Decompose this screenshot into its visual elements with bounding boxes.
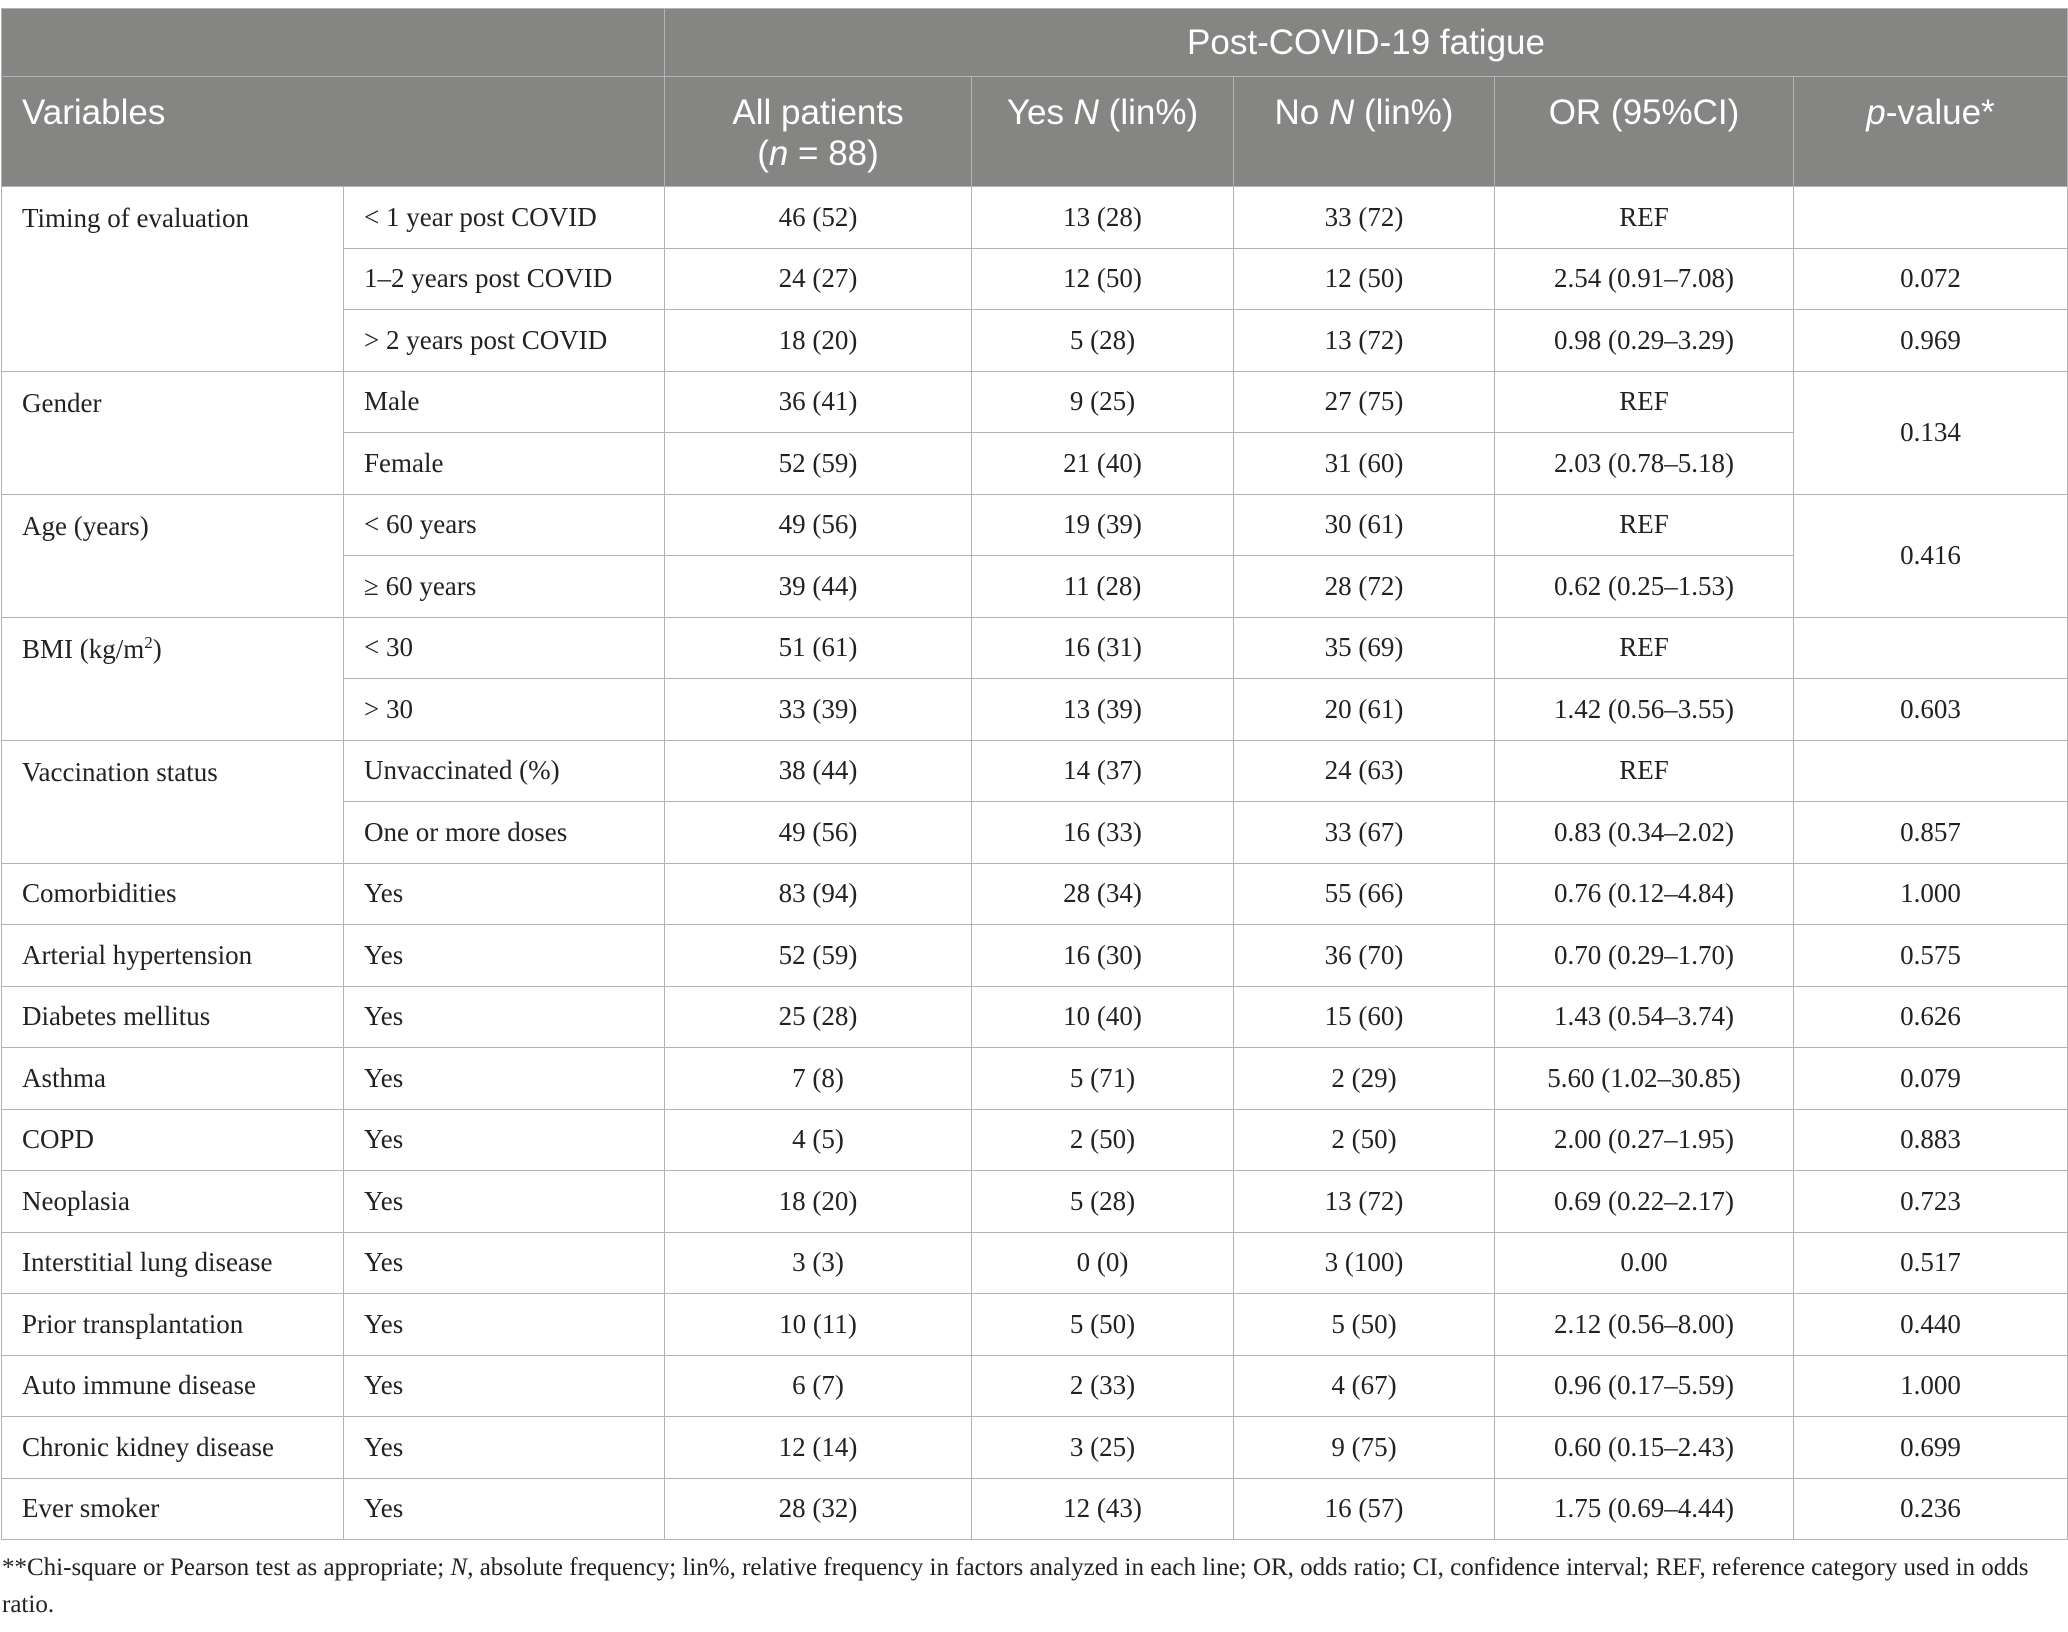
all-patients-cell: 38 (44) bbox=[665, 740, 972, 802]
all-patients-cell: 49 (56) bbox=[665, 802, 972, 864]
yes-cell: 5 (50) bbox=[972, 1294, 1234, 1356]
or-cell: 0.70 (0.29–1.70) bbox=[1495, 925, 1794, 987]
yes-cell: 10 (40) bbox=[972, 986, 1234, 1048]
or-cell: REF bbox=[1495, 617, 1794, 679]
no-cell: 2 (29) bbox=[1234, 1048, 1495, 1110]
all-patients-cell: 36 (41) bbox=[665, 371, 972, 433]
yes-cell: 9 (25) bbox=[972, 371, 1234, 433]
category-cell: Yes bbox=[344, 1355, 665, 1417]
all-patients-cell: 46 (52) bbox=[665, 187, 972, 249]
variable-cell: Vaccination status bbox=[2, 740, 344, 863]
no-cell: 9 (75) bbox=[1234, 1417, 1495, 1479]
p-value-cell: 0.857 bbox=[1794, 802, 2068, 864]
variable-cell: Age (years) bbox=[2, 494, 344, 617]
table-footnote bbox=[2, 1549, 2042, 1623]
no-cell: 27 (75) bbox=[1234, 371, 1495, 433]
all-patients-cell: 52 (59) bbox=[665, 433, 972, 495]
all-patients-cell: 4 (5) bbox=[665, 1109, 972, 1171]
category-cell: > 30 bbox=[344, 679, 665, 741]
p-value-cell: 0.072 bbox=[1794, 248, 2068, 310]
or-cell: 1.42 (0.56–3.55) bbox=[1495, 679, 1794, 741]
variable-cell: Asthma bbox=[2, 1048, 344, 1110]
category-cell: Yes bbox=[344, 1232, 665, 1294]
variable-cell: Arterial hypertension bbox=[2, 925, 344, 987]
yes-cell: 5 (28) bbox=[972, 1171, 1234, 1233]
category-cell: Yes bbox=[344, 925, 665, 987]
all-patients-cell: 51 (61) bbox=[665, 617, 972, 679]
variable-cell: Prior transplantation bbox=[2, 1294, 344, 1356]
yes-cell: 13 (28) bbox=[972, 187, 1234, 249]
table-row bbox=[2, 1232, 2068, 1294]
table-row bbox=[2, 1417, 2068, 1479]
yes-cell: 28 (34) bbox=[972, 863, 1234, 925]
variable-cell: Auto immune disease bbox=[2, 1355, 344, 1417]
p-value-cell: 0.134 bbox=[1794, 371, 2068, 494]
p-value-cell: 0.699 bbox=[1794, 1417, 2068, 1479]
variable-cell bbox=[2, 617, 344, 740]
yes-cell: 2 (50) bbox=[972, 1109, 1234, 1171]
variable-label-end: ) bbox=[152, 633, 162, 664]
all-patients-cell: 12 (14) bbox=[665, 1417, 972, 1479]
all-patients-cell: 28 (32) bbox=[665, 1478, 972, 1540]
yes-cell: 16 (30) bbox=[972, 925, 1234, 987]
or-cell: 0.60 (0.15–2.43) bbox=[1495, 1417, 1794, 1479]
or-cell: 0.96 (0.17–5.59) bbox=[1495, 1355, 1794, 1417]
category-cell: < 30 bbox=[344, 617, 665, 679]
no-cell: 20 (61) bbox=[1234, 679, 1495, 741]
all-patients-cell: 18 (20) bbox=[665, 1171, 972, 1233]
fatigue-factors-table bbox=[1, 8, 2068, 1540]
no-cell: 12 (50) bbox=[1234, 248, 1495, 310]
p-value-cell bbox=[1794, 617, 2068, 679]
table-container bbox=[0, 8, 2068, 1540]
header-no bbox=[1234, 77, 1495, 187]
or-cell: 0.76 (0.12–4.84) bbox=[1495, 863, 1794, 925]
category-cell: < 60 years bbox=[344, 494, 665, 556]
superscript: 2 bbox=[144, 632, 153, 652]
table-row bbox=[2, 494, 2068, 556]
p-value-cell: 0.575 bbox=[1794, 925, 2068, 987]
yes-cell: 21 (40) bbox=[972, 433, 1234, 495]
or-cell: 0.83 (0.34–2.02) bbox=[1495, 802, 1794, 864]
p-value-cell: 1.000 bbox=[1794, 863, 2068, 925]
or-cell: 0.62 (0.25–1.53) bbox=[1495, 556, 1794, 618]
no-cell: 36 (70) bbox=[1234, 925, 1495, 987]
header-yes bbox=[972, 77, 1234, 187]
yes-cell: 16 (31) bbox=[972, 617, 1234, 679]
category-cell: Unvaccinated (%) bbox=[344, 740, 665, 802]
or-cell: REF bbox=[1495, 494, 1794, 556]
header-yes-n: N bbox=[1073, 93, 1099, 132]
all-patients-cell: 3 (3) bbox=[665, 1232, 972, 1294]
no-cell: 33 (67) bbox=[1234, 802, 1495, 864]
no-cell: 2 (50) bbox=[1234, 1109, 1495, 1171]
yes-cell: 16 (33) bbox=[972, 802, 1234, 864]
variable-cell: Comorbidities bbox=[2, 863, 344, 925]
p-value-cell: 0.723 bbox=[1794, 1171, 2068, 1233]
or-cell: 5.60 (1.02–30.85) bbox=[1495, 1048, 1794, 1110]
variable-cell: Interstitial lung disease bbox=[2, 1232, 344, 1294]
table-row bbox=[2, 187, 2068, 249]
all-patients-cell: 24 (27) bbox=[665, 248, 972, 310]
variable-cell: Ever smoker bbox=[2, 1478, 344, 1540]
p-value-cell bbox=[1794, 187, 2068, 249]
or-cell: 1.43 (0.54–3.74) bbox=[1495, 986, 1794, 1048]
or-cell: REF bbox=[1495, 371, 1794, 433]
p-value-cell: 0.603 bbox=[1794, 679, 2068, 741]
header-no-prefix: No bbox=[1274, 93, 1329, 132]
yes-cell: 14 (37) bbox=[972, 740, 1234, 802]
header-no-n: N bbox=[1329, 93, 1355, 132]
category-cell: Yes bbox=[344, 1294, 665, 1356]
no-cell: 33 (72) bbox=[1234, 187, 1495, 249]
yes-cell: 0 (0) bbox=[972, 1232, 1234, 1294]
header-p-letter: p bbox=[1866, 93, 1886, 132]
or-cell: 0.00 bbox=[1495, 1232, 1794, 1294]
or-cell: REF bbox=[1495, 740, 1794, 802]
table-row bbox=[2, 863, 2068, 925]
no-cell: 13 (72) bbox=[1234, 310, 1495, 372]
variable-cell: Chronic kidney disease bbox=[2, 1417, 344, 1479]
no-cell: 3 (100) bbox=[1234, 1232, 1495, 1294]
table-row bbox=[2, 371, 2068, 433]
yes-cell: 5 (28) bbox=[972, 310, 1234, 372]
variable-cell: COPD bbox=[2, 1109, 344, 1171]
category-cell: Yes bbox=[344, 1171, 665, 1233]
or-cell: 2.54 (0.91–7.08) bbox=[1495, 248, 1794, 310]
table-row bbox=[2, 1048, 2068, 1110]
p-value-cell: 0.079 bbox=[1794, 1048, 2068, 1110]
yes-cell: 3 (25) bbox=[972, 1417, 1234, 1479]
yes-cell: 19 (39) bbox=[972, 494, 1234, 556]
all-patients-cell: 6 (7) bbox=[665, 1355, 972, 1417]
table-row bbox=[2, 986, 2068, 1048]
yes-cell: 12 (43) bbox=[972, 1478, 1234, 1540]
p-value-cell bbox=[1794, 740, 2068, 802]
header-all-patients-count: = 88) bbox=[788, 134, 879, 173]
all-patients-cell: 10 (11) bbox=[665, 1294, 972, 1356]
yes-cell: 13 (39) bbox=[972, 679, 1234, 741]
all-patients-cell: 25 (28) bbox=[665, 986, 972, 1048]
footnote-part-2: , absolute frequency; lin%, relative frequency in factors analyzed in each line; OR, odds ratio; CI, confidence interval; REF, reference category used in odds ratio. bbox=[2, 1554, 2029, 1618]
all-patients-cell: 33 (39) bbox=[665, 679, 972, 741]
p-value-cell: 0.969 bbox=[1794, 310, 2068, 372]
no-cell: 55 (66) bbox=[1234, 863, 1495, 925]
no-cell: 28 (72) bbox=[1234, 556, 1495, 618]
header-p-value bbox=[1794, 77, 2068, 187]
category-cell: Female bbox=[344, 433, 665, 495]
header-blank bbox=[2, 9, 665, 77]
p-value-cell: 1.000 bbox=[1794, 1355, 2068, 1417]
variable-cell: Diabetes mellitus bbox=[2, 986, 344, 1048]
table-row bbox=[2, 925, 2068, 987]
category-cell: 1–2 years post COVID bbox=[344, 248, 665, 310]
all-patients-cell: 49 (56) bbox=[665, 494, 972, 556]
p-value-cell: 0.626 bbox=[1794, 986, 2068, 1048]
category-cell: ≥ 60 years bbox=[344, 556, 665, 618]
header-group-title: Post-COVID-19 fatigue bbox=[665, 9, 2068, 77]
header-variables: Variables bbox=[2, 77, 665, 187]
or-cell: 1.75 (0.69–4.44) bbox=[1495, 1478, 1794, 1540]
all-patients-cell: 52 (59) bbox=[665, 925, 972, 987]
header-yes-suffix: (lin%) bbox=[1098, 93, 1199, 132]
category-cell: Yes bbox=[344, 1417, 665, 1479]
header-or: OR (95%CI) bbox=[1495, 77, 1794, 187]
p-value-cell: 0.883 bbox=[1794, 1109, 2068, 1171]
variable-cell: Timing of evaluation bbox=[2, 187, 344, 372]
all-patients-cell: 18 (20) bbox=[665, 310, 972, 372]
category-cell: > 2 years post COVID bbox=[344, 310, 665, 372]
header-n-italic: n bbox=[768, 134, 789, 173]
category-cell: Yes bbox=[344, 1478, 665, 1540]
variable-cell: Neoplasia bbox=[2, 1171, 344, 1233]
or-cell: 0.98 (0.29–3.29) bbox=[1495, 310, 1794, 372]
no-cell: 15 (60) bbox=[1234, 986, 1495, 1048]
no-cell: 13 (72) bbox=[1234, 1171, 1495, 1233]
category-cell: One or more doses bbox=[344, 802, 665, 864]
variable-label: BMI (kg/m bbox=[22, 633, 145, 664]
footnote-part-1: **Chi-square or Pearson test as appropriate; bbox=[2, 1554, 451, 1581]
header-no-suffix: (lin%) bbox=[1354, 93, 1454, 132]
or-cell: REF bbox=[1495, 187, 1794, 249]
header-row-group bbox=[2, 9, 2068, 77]
all-patients-cell: 83 (94) bbox=[665, 863, 972, 925]
header-all-patients-label: All patients bbox=[732, 93, 904, 132]
yes-cell: 12 (50) bbox=[972, 248, 1234, 310]
yes-cell: 5 (71) bbox=[972, 1048, 1234, 1110]
variable-cell: Gender bbox=[2, 371, 344, 494]
p-value-cell: 0.236 bbox=[1794, 1478, 2068, 1540]
category-cell: Yes bbox=[344, 986, 665, 1048]
no-cell: 5 (50) bbox=[1234, 1294, 1495, 1356]
p-value-cell: 0.517 bbox=[1794, 1232, 2068, 1294]
or-cell: 2.12 (0.56–8.00) bbox=[1495, 1294, 1794, 1356]
no-cell: 30 (61) bbox=[1234, 494, 1495, 556]
no-cell: 24 (63) bbox=[1234, 740, 1495, 802]
or-cell: 2.03 (0.78–5.18) bbox=[1495, 433, 1794, 495]
category-cell: Yes bbox=[344, 863, 665, 925]
or-cell: 2.00 (0.27–1.95) bbox=[1495, 1109, 1794, 1171]
yes-cell: 11 (28) bbox=[972, 556, 1234, 618]
footnote-n-italic: N bbox=[450, 1554, 468, 1581]
category-cell: Yes bbox=[344, 1048, 665, 1110]
no-cell: 31 (60) bbox=[1234, 433, 1495, 495]
table-row bbox=[2, 1294, 2068, 1356]
table-row bbox=[2, 1109, 2068, 1171]
table-row bbox=[2, 617, 2068, 679]
all-patients-cell: 39 (44) bbox=[665, 556, 972, 618]
header-all-patients: All patients (n = 88) bbox=[665, 77, 972, 187]
header-p-suffix: -value* bbox=[1885, 93, 1995, 132]
header-yes-prefix: Yes bbox=[1006, 93, 1074, 132]
header-row-columns bbox=[2, 77, 2068, 187]
no-cell: 16 (57) bbox=[1234, 1478, 1495, 1540]
p-value-cell: 0.440 bbox=[1794, 1294, 2068, 1356]
table-row bbox=[2, 1478, 2068, 1540]
no-cell: 4 (67) bbox=[1234, 1355, 1495, 1417]
table-row bbox=[2, 1355, 2068, 1417]
category-cell: < 1 year post COVID bbox=[344, 187, 665, 249]
table-row bbox=[2, 1171, 2068, 1233]
or-cell: 0.69 (0.22–2.17) bbox=[1495, 1171, 1794, 1233]
p-value-cell: 0.416 bbox=[1794, 494, 2068, 617]
all-patients-cell: 7 (8) bbox=[665, 1048, 972, 1110]
no-cell: 35 (69) bbox=[1234, 617, 1495, 679]
table-row bbox=[2, 740, 2068, 802]
yes-cell: 2 (33) bbox=[972, 1355, 1234, 1417]
category-cell: Yes bbox=[344, 1109, 665, 1171]
category-cell: Male bbox=[344, 371, 665, 433]
